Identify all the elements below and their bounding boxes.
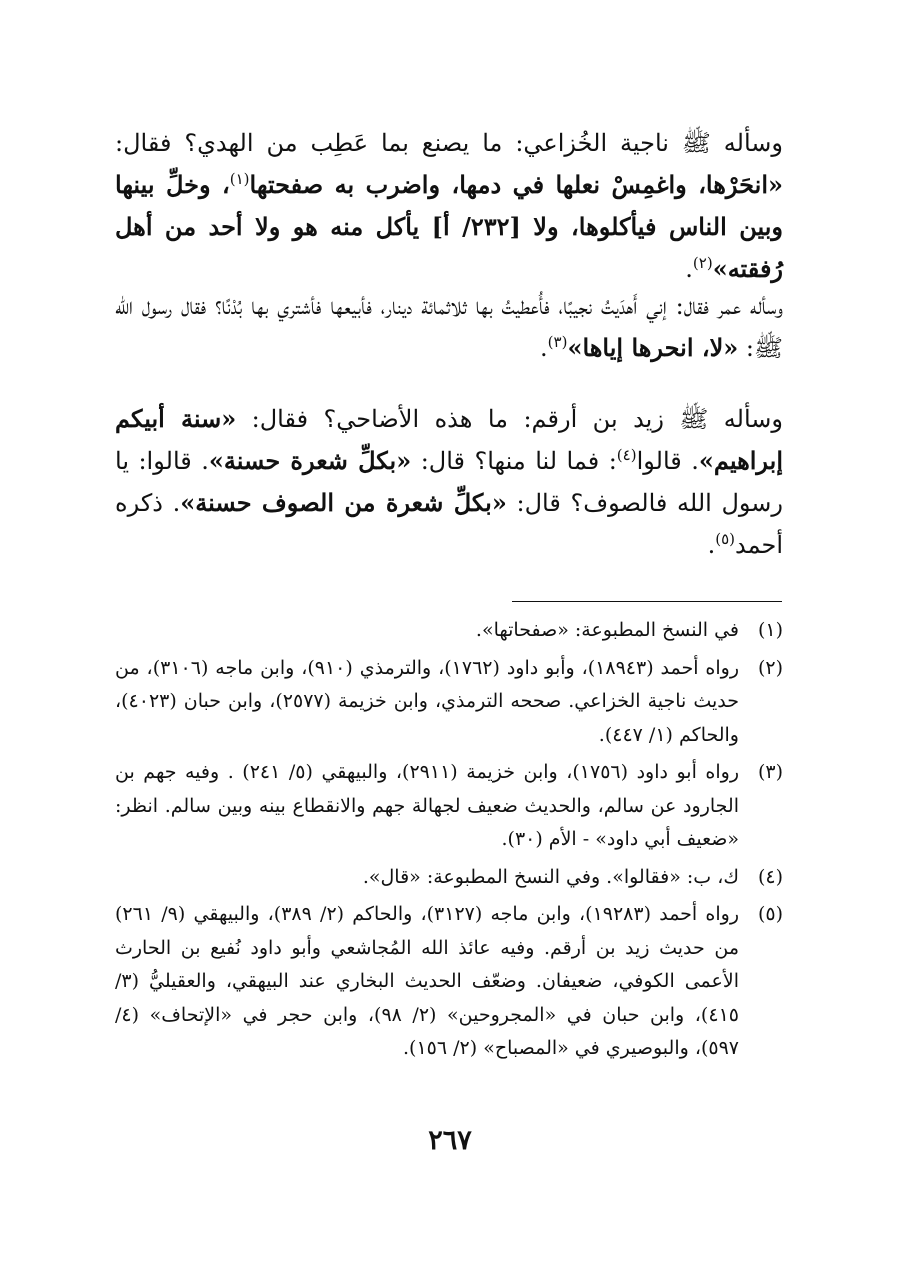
paragraph-text: وسأله عمر فقال: إني أَهدَيتُ نجيبًا، فأُعطيتُ بها ثلاثمائة دينار، فأبيعها فأشتري بها بُدْنًا؟ فقال رسول الله ﷺ: — [115, 292, 783, 362]
footnotes — [115, 614, 783, 1070]
paragraph-text: وسأله ﷺ ناجية الخُزاعي: ما يصنع بما عَطِب من الهدي؟ فقال: — [115, 129, 783, 157]
footnote — [115, 861, 783, 895]
page-number: ٢٦٧ — [428, 1125, 472, 1156]
paragraph-text: . — [707, 531, 716, 559]
footnote-text: في النسخ المطبوعة: «صفحاتها». — [475, 619, 739, 641]
hadith-quote: «بكلِّ شعرة من الصوف حسنة» — [180, 488, 507, 517]
paragraph-text: وسأله ﷺ زيد بن أرقم: ما هذه الأضاحي؟ فقال: — [236, 405, 783, 433]
hadith-quote: «لا، انحرها إياها» — [567, 333, 739, 362]
footnote-text: رواه أحمد (١٨٩٤٣)، وأبو داود (١٧٦٢)، والترمذي (٩١٠)، وابن ماجه (٣١٠٦)، من حديث ناجية الخزاعي. صححه الترمذي، وابن خزيمة (٢٥٧٧)، وابن حبان (٤٠٢٣)، والحاكم (١/ ٤٤٧). — [115, 656, 740, 746]
paragraph-najiya — [115, 122, 783, 290]
hadith-quote: «انحَرْها، واغمِسْ نعلها في دمها، واضرب به صفحتها — [249, 170, 783, 199]
footnote-ref: (٥) — [715, 530, 736, 548]
footnote-number: (٢) — [757, 656, 783, 679]
footnote-ref: (٤) — [616, 446, 637, 464]
footnote-text: رواه أحمد (١٩٢٨٣)، وابن ماجه (٣١٢٧)، والحاكم (٢/ ٣٨٩)، والبيهقي (٩/ ٢٦١) من حديث زيد بن أرقم. وفيه عائذ الله المُجاشعي وأبو داود نُفيع بن الحارث الأعمى الكوفي، ضعيفان. وضعّف الحديث البخاري عند البيهقي، والعقيليُّ (٣/ ٤١٥)، وابن حبان في «المجروحين» (٢/ ٩٨)، وابن حجر في «الإتحاف» (٤/ ٥٩٧)، والبوصيري في «المصباح» (٢/ ١٥٦). — [115, 903, 739, 1059]
paragraph-text: . قالوا — [636, 447, 699, 475]
paragraph-text: . — [540, 334, 548, 362]
hadith-quote: «سنة أبيكم إبراهيم» — [115, 404, 783, 475]
hadith-quote: ، وخلِّ بينها وبين الناس فيأكلوها، ولا [٢٣٢/ أ] يأكل منه هو ولا أحد من أهل رُفقته» — [115, 170, 783, 283]
paragraph-umar — [115, 285, 783, 369]
footnote-number: (١) — [757, 619, 783, 641]
footnote-number: (٣) — [757, 761, 783, 783]
footnote-ref: (١) — [229, 170, 250, 188]
hadith-quote: «بكلِّ شعرة حسنة» — [208, 446, 412, 475]
footnote — [115, 756, 783, 857]
footnote — [115, 614, 783, 648]
footnote-ref: (٢) — [692, 254, 713, 272]
footnote-text: رواه أبو داود (١٧٥٦)، وابن خزيمة (٢٩١١)، والبيهقي (٥/ ٢٤١) . وفيه جهم بن الجارود عن سالم، والحديث ضعيف لجهالة جهم والانقطاع بينه وبين سالم. انظر: «ضعيف أبي داود» - الأم (٣٠). — [115, 761, 739, 850]
paragraph-text: : فما لنا منها؟ قال: — [411, 447, 617, 475]
paragraph-text: . قالوا: يا رسول الله فالصوف؟ قال: — [115, 447, 783, 517]
paragraph-text: . — [685, 255, 693, 283]
footnote-divider — [512, 601, 782, 602]
footnote-number: (٤) — [757, 865, 783, 888]
footnote-text: ك، ب: «فقالوا». وفي النسخ المطبوعة: «قال». — [362, 865, 739, 888]
paragraph-zayd — [115, 398, 783, 566]
footnote-number: (٥) — [757, 903, 783, 925]
paragraph-text: . ذكره أحمد — [115, 489, 783, 559]
footnote-ref: (٣) — [547, 333, 568, 351]
footnote — [115, 652, 783, 753]
footnote — [115, 898, 783, 1066]
